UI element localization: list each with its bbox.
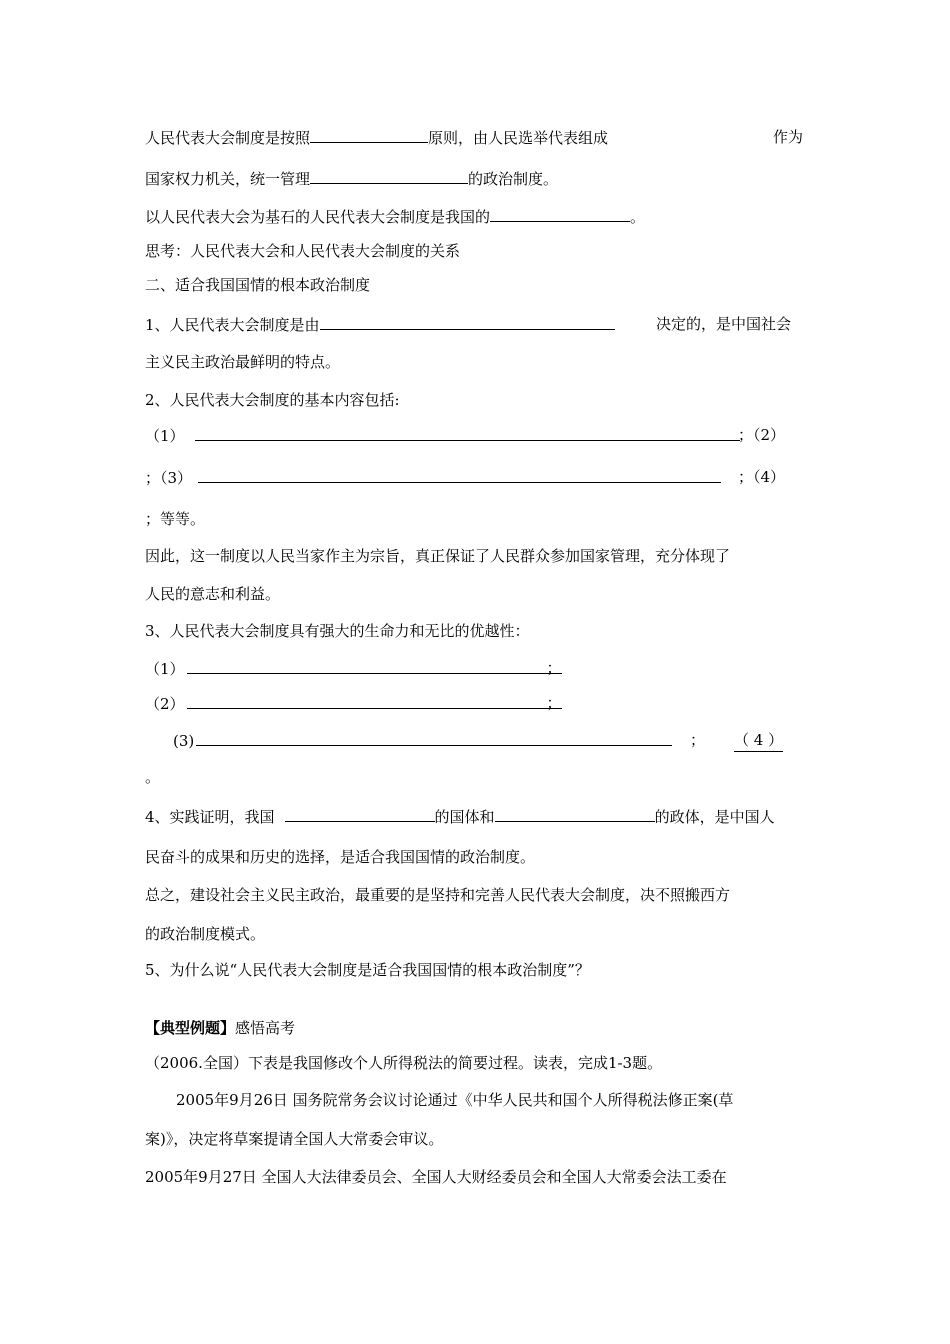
text: （1）: [145, 427, 185, 445]
text: ；: [546, 694, 562, 712]
line-7: 主义民主政治最鲜明的特点。: [145, 353, 341, 371]
fill-blank[interactable]: [490, 205, 630, 222]
text: ；（3）: [145, 469, 193, 487]
example-heading: [145, 1017, 295, 1039]
fill-blank[interactable]: [195, 424, 740, 441]
line-10: [145, 466, 721, 489]
line-4: 思考：人民代表大会和人民代表大会制度的关系: [145, 242, 461, 260]
line-6-end: 决定的，是中国社会: [656, 315, 792, 333]
fill-blank[interactable]: [198, 466, 721, 483]
line-10-end: ；（4）: [738, 468, 786, 486]
fill-blank[interactable]: [495, 805, 655, 822]
line-1-end: 作为: [773, 128, 804, 146]
line-17-sep: ；: [690, 731, 706, 749]
fill-blank[interactable]: [310, 167, 468, 184]
text: 4、实践证明，我国: [145, 808, 275, 826]
line-17: [173, 729, 672, 752]
text: （2）: [145, 695, 185, 713]
section-heading: 二、适合我国国情的根本政治制度: [145, 276, 371, 294]
line-25: （2006.全国）下表是我国修改个人所得税法的简要过程。读表，完成1-3题。: [145, 1054, 663, 1072]
text: 的政治制度。: [468, 170, 559, 188]
line-28: 2005年9月27日 全国人大法律委员会、全国人大财经委员会和全国人大常委会法工委在: [145, 1168, 727, 1186]
line-6: [145, 313, 615, 336]
line-16: [145, 692, 562, 715]
line-1: [145, 126, 608, 149]
line-26: 2005年9月26日 国务院常务会议讨论通过《中华人民共和国个人所得税法修正案(草: [176, 1091, 734, 1109]
line-22: 的政治制度模式。: [145, 925, 266, 943]
text: (3): [173, 732, 195, 750]
line-27: 案)》，决定将草案提请全国人大常委会审议。: [145, 1130, 444, 1148]
line-18: 。: [145, 768, 161, 786]
text: 1、人民代表大会制度是由: [145, 316, 320, 334]
text: 的国体和: [434, 808, 495, 826]
line-11: ；等等。: [145, 510, 206, 528]
fill-blank[interactable]: [285, 805, 435, 822]
text: 原则，由人民选举代表组成: [428, 129, 609, 147]
fill-blank[interactable]: [187, 657, 562, 677]
line-8: 2、人民代表大会制度的基本内容包括:: [145, 391, 400, 409]
line-14: 3、人民代表大会制度具有强大的生命力和无比的优越性：: [145, 622, 530, 640]
line-3: [145, 205, 645, 228]
line-12: 因此，这一制度以人民当家作主为宗旨，真正保证了人民群众参加国家管理，充分体现了: [145, 547, 731, 565]
text: 感悟高考: [235, 1019, 296, 1037]
text: 国家权力机关，统一管理: [145, 170, 311, 188]
text: 【典型例题】: [145, 1019, 236, 1037]
fill-blank[interactable]: [320, 313, 615, 330]
line-15: [145, 657, 562, 680]
text: 的政体，是中国人: [654, 808, 775, 826]
line-21: 总之，建设社会主义民主政治，最重要的是坚持和完善人民代表大会制度，决不照搬西方: [145, 886, 731, 904]
line-20: 民奋斗的成果和历史的选择，是适合我国国情的政治制度。: [145, 848, 536, 866]
fill-blank[interactable]: [196, 729, 672, 746]
text: ；: [546, 659, 562, 677]
fill-blank[interactable]: [187, 692, 562, 712]
line-9: [145, 424, 740, 447]
line-2: [145, 167, 558, 190]
line-17-end: （ 4 ）: [734, 729, 783, 752]
line-13: 人民的意志和利益。: [145, 585, 281, 603]
line-9-end: ；（2）: [738, 426, 786, 444]
text: （1）: [145, 660, 185, 678]
text: 人民代表大会制度是按照: [145, 129, 311, 147]
fill-blank[interactable]: [310, 126, 428, 143]
text: 以人民代表大会为基石的人民代表大会制度是我国的: [145, 208, 491, 226]
line-19: [145, 805, 775, 828]
text: 。: [630, 208, 646, 226]
question-5: 5、为什么说“人民代表大会制度是适合我国国情的根本政治制度”？: [145, 961, 590, 979]
